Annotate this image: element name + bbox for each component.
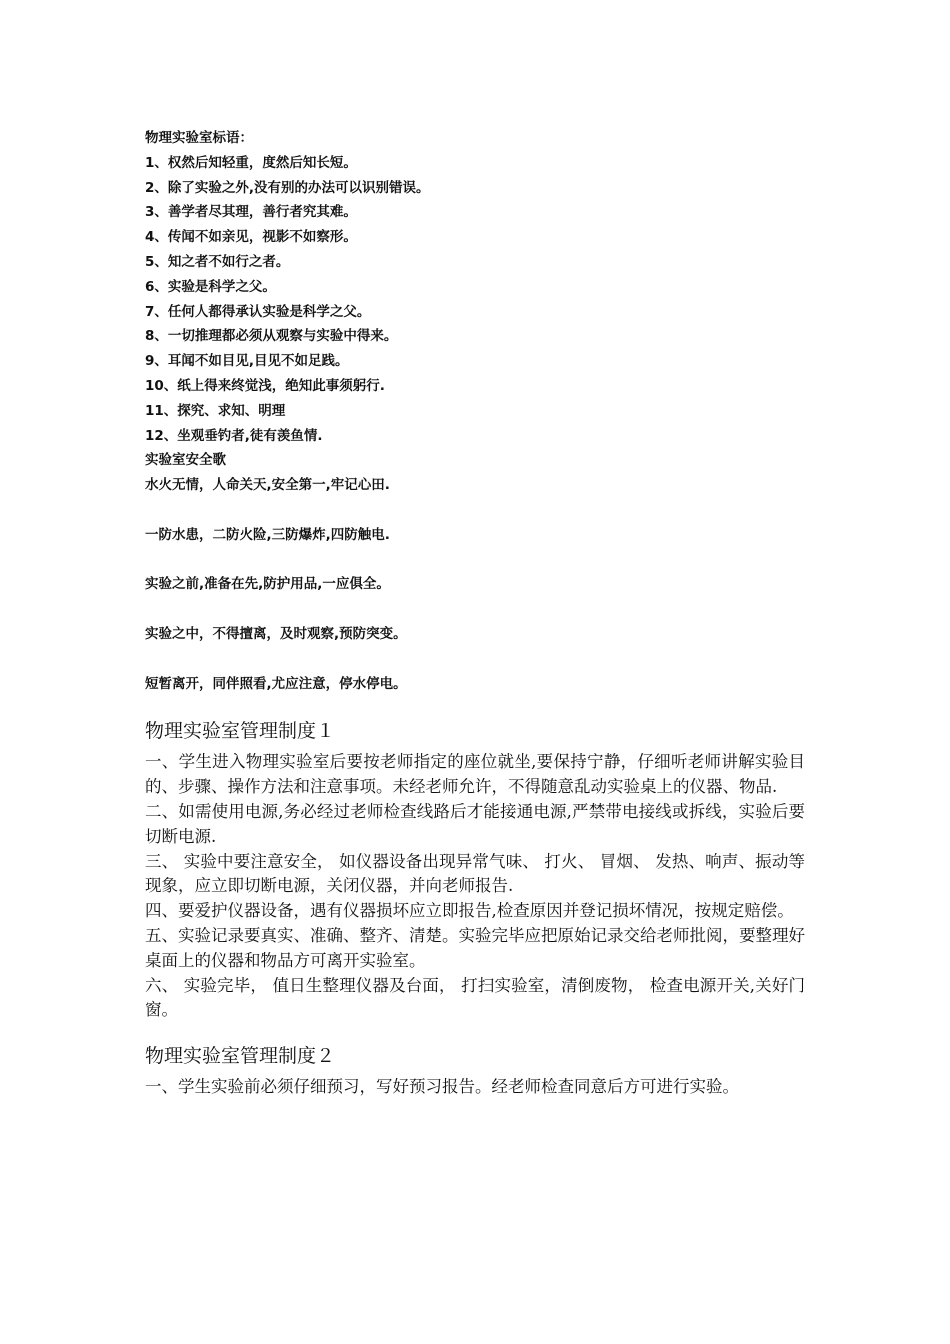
blank-line [145,548,805,573]
slogan-item: 1、权然后知轻重，度然后知长短。 [145,154,357,171]
rule-paragraph: 二、如需使用电源,务必经过老师检查线路后才能接通电源,严禁带电接线或拆线，实验后要切断电源. [145,801,805,846]
slogan-item: 8、一切推理都必须从观察与实验中得来。 [145,328,398,345]
slogan-item: 4、传闻不如亲见，视影不如察形。 [145,229,357,246]
slogan-item: 12、坐观垂钓者,徒有羡鱼情. [145,427,323,444]
slogan-item: 11、探究、求知、明理 [145,402,286,419]
blank-line [145,647,805,672]
rule-paragraph: 一、学生进入物理实验室后要按老师指定的座位就坐,要保持宁静，仔细听老师讲解实验目的、步骤、操作方法和注意事项。未经老师允许，不得随意乱动实验桌上的仪器、物品. [145,752,805,797]
slogans-title: 物理实验室标语： [145,130,253,146]
document-page [145,126,805,1100]
safety-song-line: 一防水患，二防火险,三防爆炸,四防触电. [145,526,390,543]
slogan-item: 6、实验是科学之父。 [145,278,276,295]
safety-song-section [145,448,805,696]
safety-song-line: 水火无情，人命关天,安全第一,牢记心田. [145,477,390,494]
slogan-item: 3、善学者尽其理，善行者究其难。 [145,204,357,221]
blank-line [145,498,805,523]
safety-song-line: 短暂离开，同伴照看,尤应注意，停水停电。 [145,675,407,692]
safety-song-line: 实验之前,准备在先,防护用品,一应俱全。 [145,576,390,593]
slogan-item: 5、知之者不如行之者。 [145,253,290,270]
rule-paragraph: 五、实验记录要真实、准确、整齐、清楚。实验完毕应把原始记录交给老师批阅，要整理好桌面上的仪器和物品方可离开实验室。 [145,925,805,970]
slogan-item: 7、任何人都得承认实验是科学之父。 [145,303,371,320]
safety-song-line: 实验之中，不得擅离，及时观察,预防突变。 [145,625,407,642]
rule-paragraph: 一、学生实验前必须仔细预习，写好预习报告。经老师检查同意后方可进行实验。 [145,1077,739,1097]
rule-paragraph: 四、要爱护仪器设备，遇有仪器损坏应立即报告,检查原因并登记损坏情况，按规定赔偿。 [145,901,794,921]
rules-section-2 [145,1037,805,1100]
rules-heading-1: 物理实验室管理制度１ [145,720,336,743]
rule-paragraph: 三、 实验中要注意安全， 如仪器设备出现异常气味、 打火、 冒烟、 发热、响声、振动等现象，应立即切断电源，关闭仪器，并向老师报告. [145,851,805,896]
safety-song-title: 实验室安全歌 [145,452,226,469]
rule-paragraph: 六、 实验完毕， 值日生整理仪器及台面， 打扫实验室，清倒废物， 检查电源开关,关好门窗。 [145,975,805,1020]
rules-heading-2: 物理实验室管理制度２ [145,1045,336,1068]
slogan-item: 10、纸上得来终觉浅，绝知此事须躬行. [145,377,385,394]
rules-section-1 [145,712,805,1023]
blank-line [145,597,805,622]
slogan-item: 9、耳闻不如目见,目见不如足践。 [145,353,349,370]
slogans-section [145,126,805,696]
slogan-item: 2、除了实验之外,没有别的办法可以识别错误。 [145,179,430,196]
